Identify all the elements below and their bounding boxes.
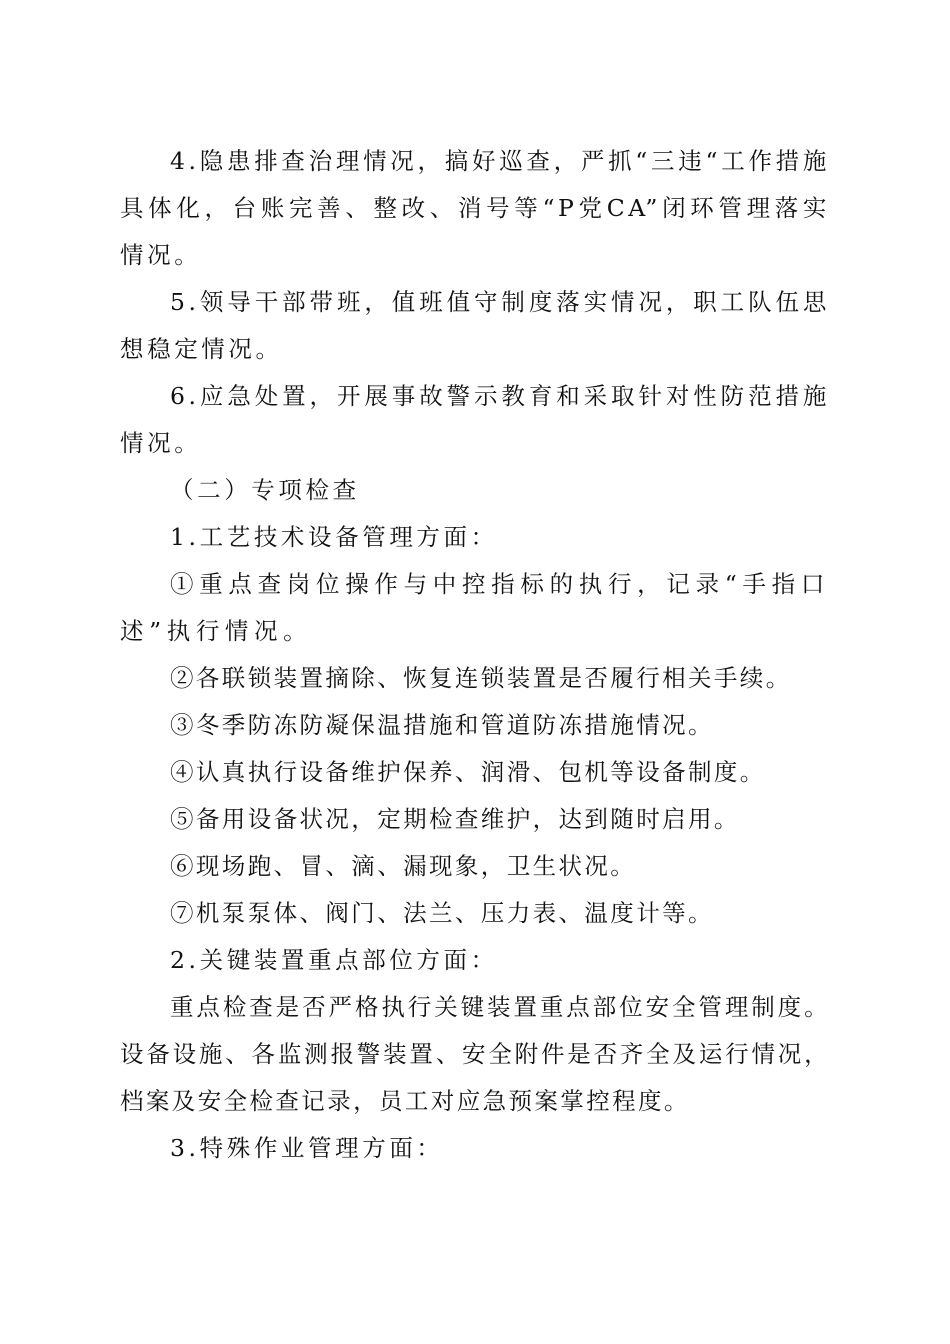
list-item-pumps-valves: ⑦机泵泵体、阀门、法兰、压力表、温度计等。 [170, 899, 714, 927]
list-item-leakage: ⑥现场跑、冒、滴、漏现象，卫生状况。 [170, 852, 637, 880]
section-heading-special-inspection: （二）专项检查 [170, 476, 360, 504]
list-item-standby-equipment: ⑤备用设备状况，定期检查维护，达到随时启用。 [170, 805, 740, 833]
subheading-key-units: 2.关键装置重点部位方面： [170, 946, 498, 974]
paragraph-leader-duty: 5.领导干部带班，值班值守制度落实情况，职工队伍思想稳定情况。 [120, 288, 830, 363]
list-item-winter-protection: ③冬季防冻防凝保温措施和管道防冻措施情况。 [170, 711, 714, 739]
list-item-interlock: ②各联锁装置摘除、恢复连锁装置是否履行相关手续。 [170, 664, 792, 692]
paragraph-key-units-check: 重点检查是否严格执行关键装置重点部位安全管理制度。设备设施、各监测报警装置、安全附件是否齐全及运行情况，档案及安全检查记录，员工对应急预案掌控程度。 [120, 993, 830, 1115]
document-body [120, 138, 830, 1172]
paragraph-hazard-inspection: 4.隐患排查治理情况，搞好巡查，严抓“三违“工作措施具体化，台账完善、整改、消号等“P党CA”闭环管理落实情况。 [120, 147, 830, 269]
subheading-process-equipment: 1.工艺技术设备管理方面： [170, 523, 498, 551]
list-item-post-operation: ①重点查岗位操作与中控指标的执行，记录“手指口述”执行情况。 [120, 570, 830, 645]
paragraph-emergency-handling: 6.应急处置，开展事故警示教育和采取针对性防范措施情况。 [120, 382, 830, 457]
subheading-special-operations: 3.特殊作业管理方面： [170, 1134, 444, 1162]
list-item-equipment-maintenance: ④认真执行设备维护保养、润滑、包机等设备制度。 [170, 758, 766, 786]
